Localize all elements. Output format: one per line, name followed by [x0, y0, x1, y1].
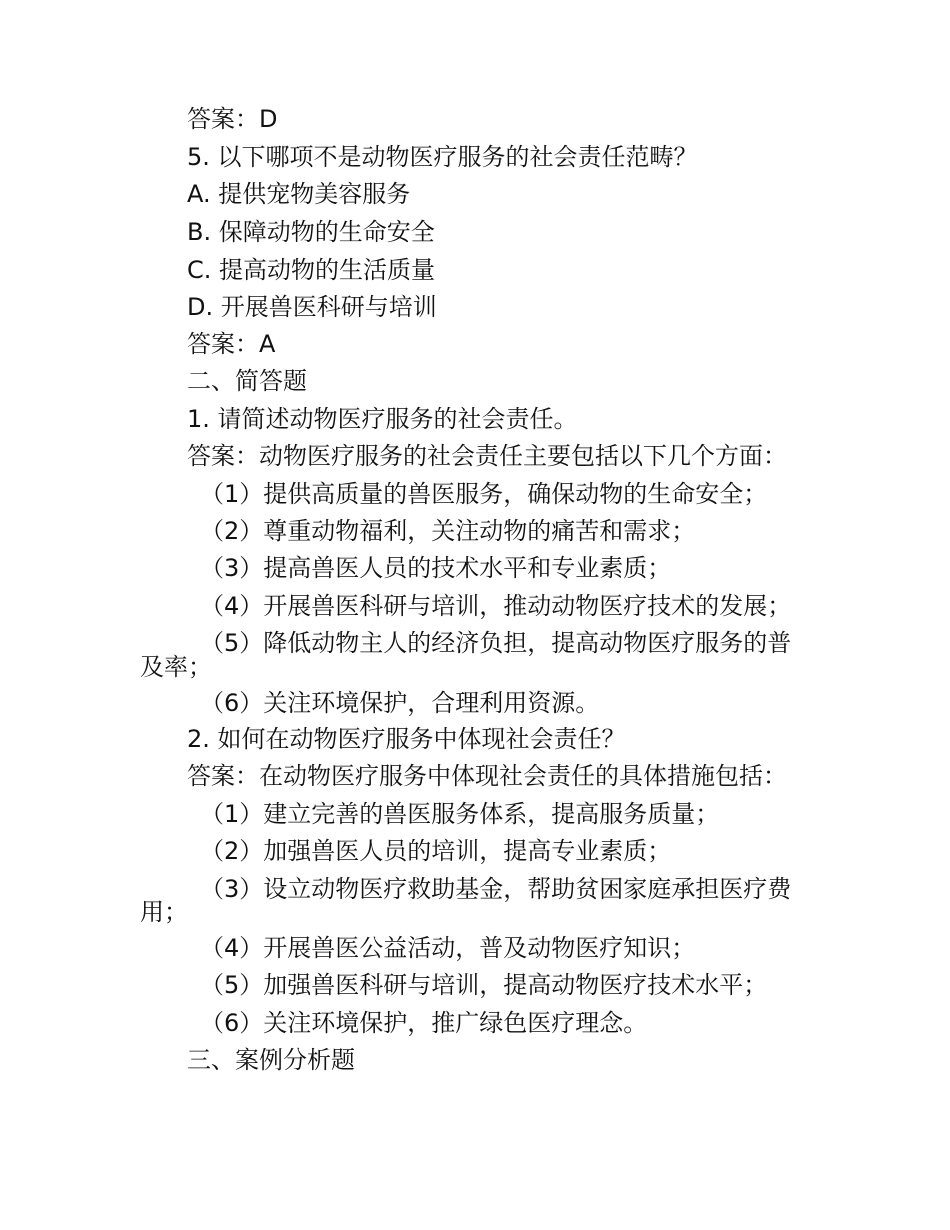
answer-item: （2）加强兽医人员的培训，提高专业素质；	[200, 837, 672, 865]
option-b: B. 保障动物的生命安全	[187, 218, 435, 246]
option-d: D. 开展兽医科研与培训	[187, 293, 437, 321]
answer-item: （1）建立完善的兽医服务体系，提高服务质量；	[200, 800, 720, 828]
answer-item: （4）开展兽医科研与培训，推动动物医疗技术的发展；	[200, 592, 792, 620]
answer-line: 答案：A	[187, 330, 276, 358]
answer-item: （4）开展兽医公益活动，普及动物医疗知识；	[200, 934, 696, 962]
answer-line: 答案：D	[187, 105, 278, 133]
answer-item: （5）降低动物主人的经济负担，提高动物医疗服务的普	[200, 629, 792, 657]
answer-item: （6）关注环境保护，合理利用资源。	[200, 689, 600, 717]
answer-item: （3）提高兽医人员的技术水平和专业素质；	[200, 554, 672, 582]
answer-item: （2）尊重动物福利，关注动物的痛苦和需求；	[200, 517, 696, 545]
answer-item: （1）提供高质量的兽医服务，确保动物的生命安全；	[200, 480, 768, 508]
answer-item-continuation: 及率；	[140, 653, 212, 681]
question-2: 2. 如何在动物医疗服务中体现社会责任？	[187, 725, 626, 753]
answer-intro: 答案：动物医疗服务的社会责任主要包括以下几个方面：	[187, 442, 787, 470]
answer-item-continuation: 用；	[140, 898, 188, 926]
option-a: A. 提供宠物美容服务	[187, 180, 411, 208]
answer-intro: 答案：在动物医疗服务中体现社会责任的具体措施包括：	[187, 762, 787, 790]
answer-item: （3）设立动物医疗救助基金，帮助贫困家庭承担医疗费	[200, 875, 792, 903]
section-heading: 二、简答题	[187, 367, 307, 395]
question-1: 1. 请简述动物医疗服务的社会责任。	[187, 405, 578, 433]
section-heading: 三、案例分析题	[187, 1046, 355, 1074]
question-5: 5. 以下哪项不是动物医疗服务的社会责任范畴？	[187, 143, 698, 171]
answer-item: （5）加强兽医科研与培训，提高动物医疗技术水平；	[200, 971, 768, 999]
option-c: C. 提高动物的生活质量	[187, 256, 436, 284]
answer-item: （6）关注环境保护，推广绿色医疗理念。	[200, 1009, 648, 1037]
